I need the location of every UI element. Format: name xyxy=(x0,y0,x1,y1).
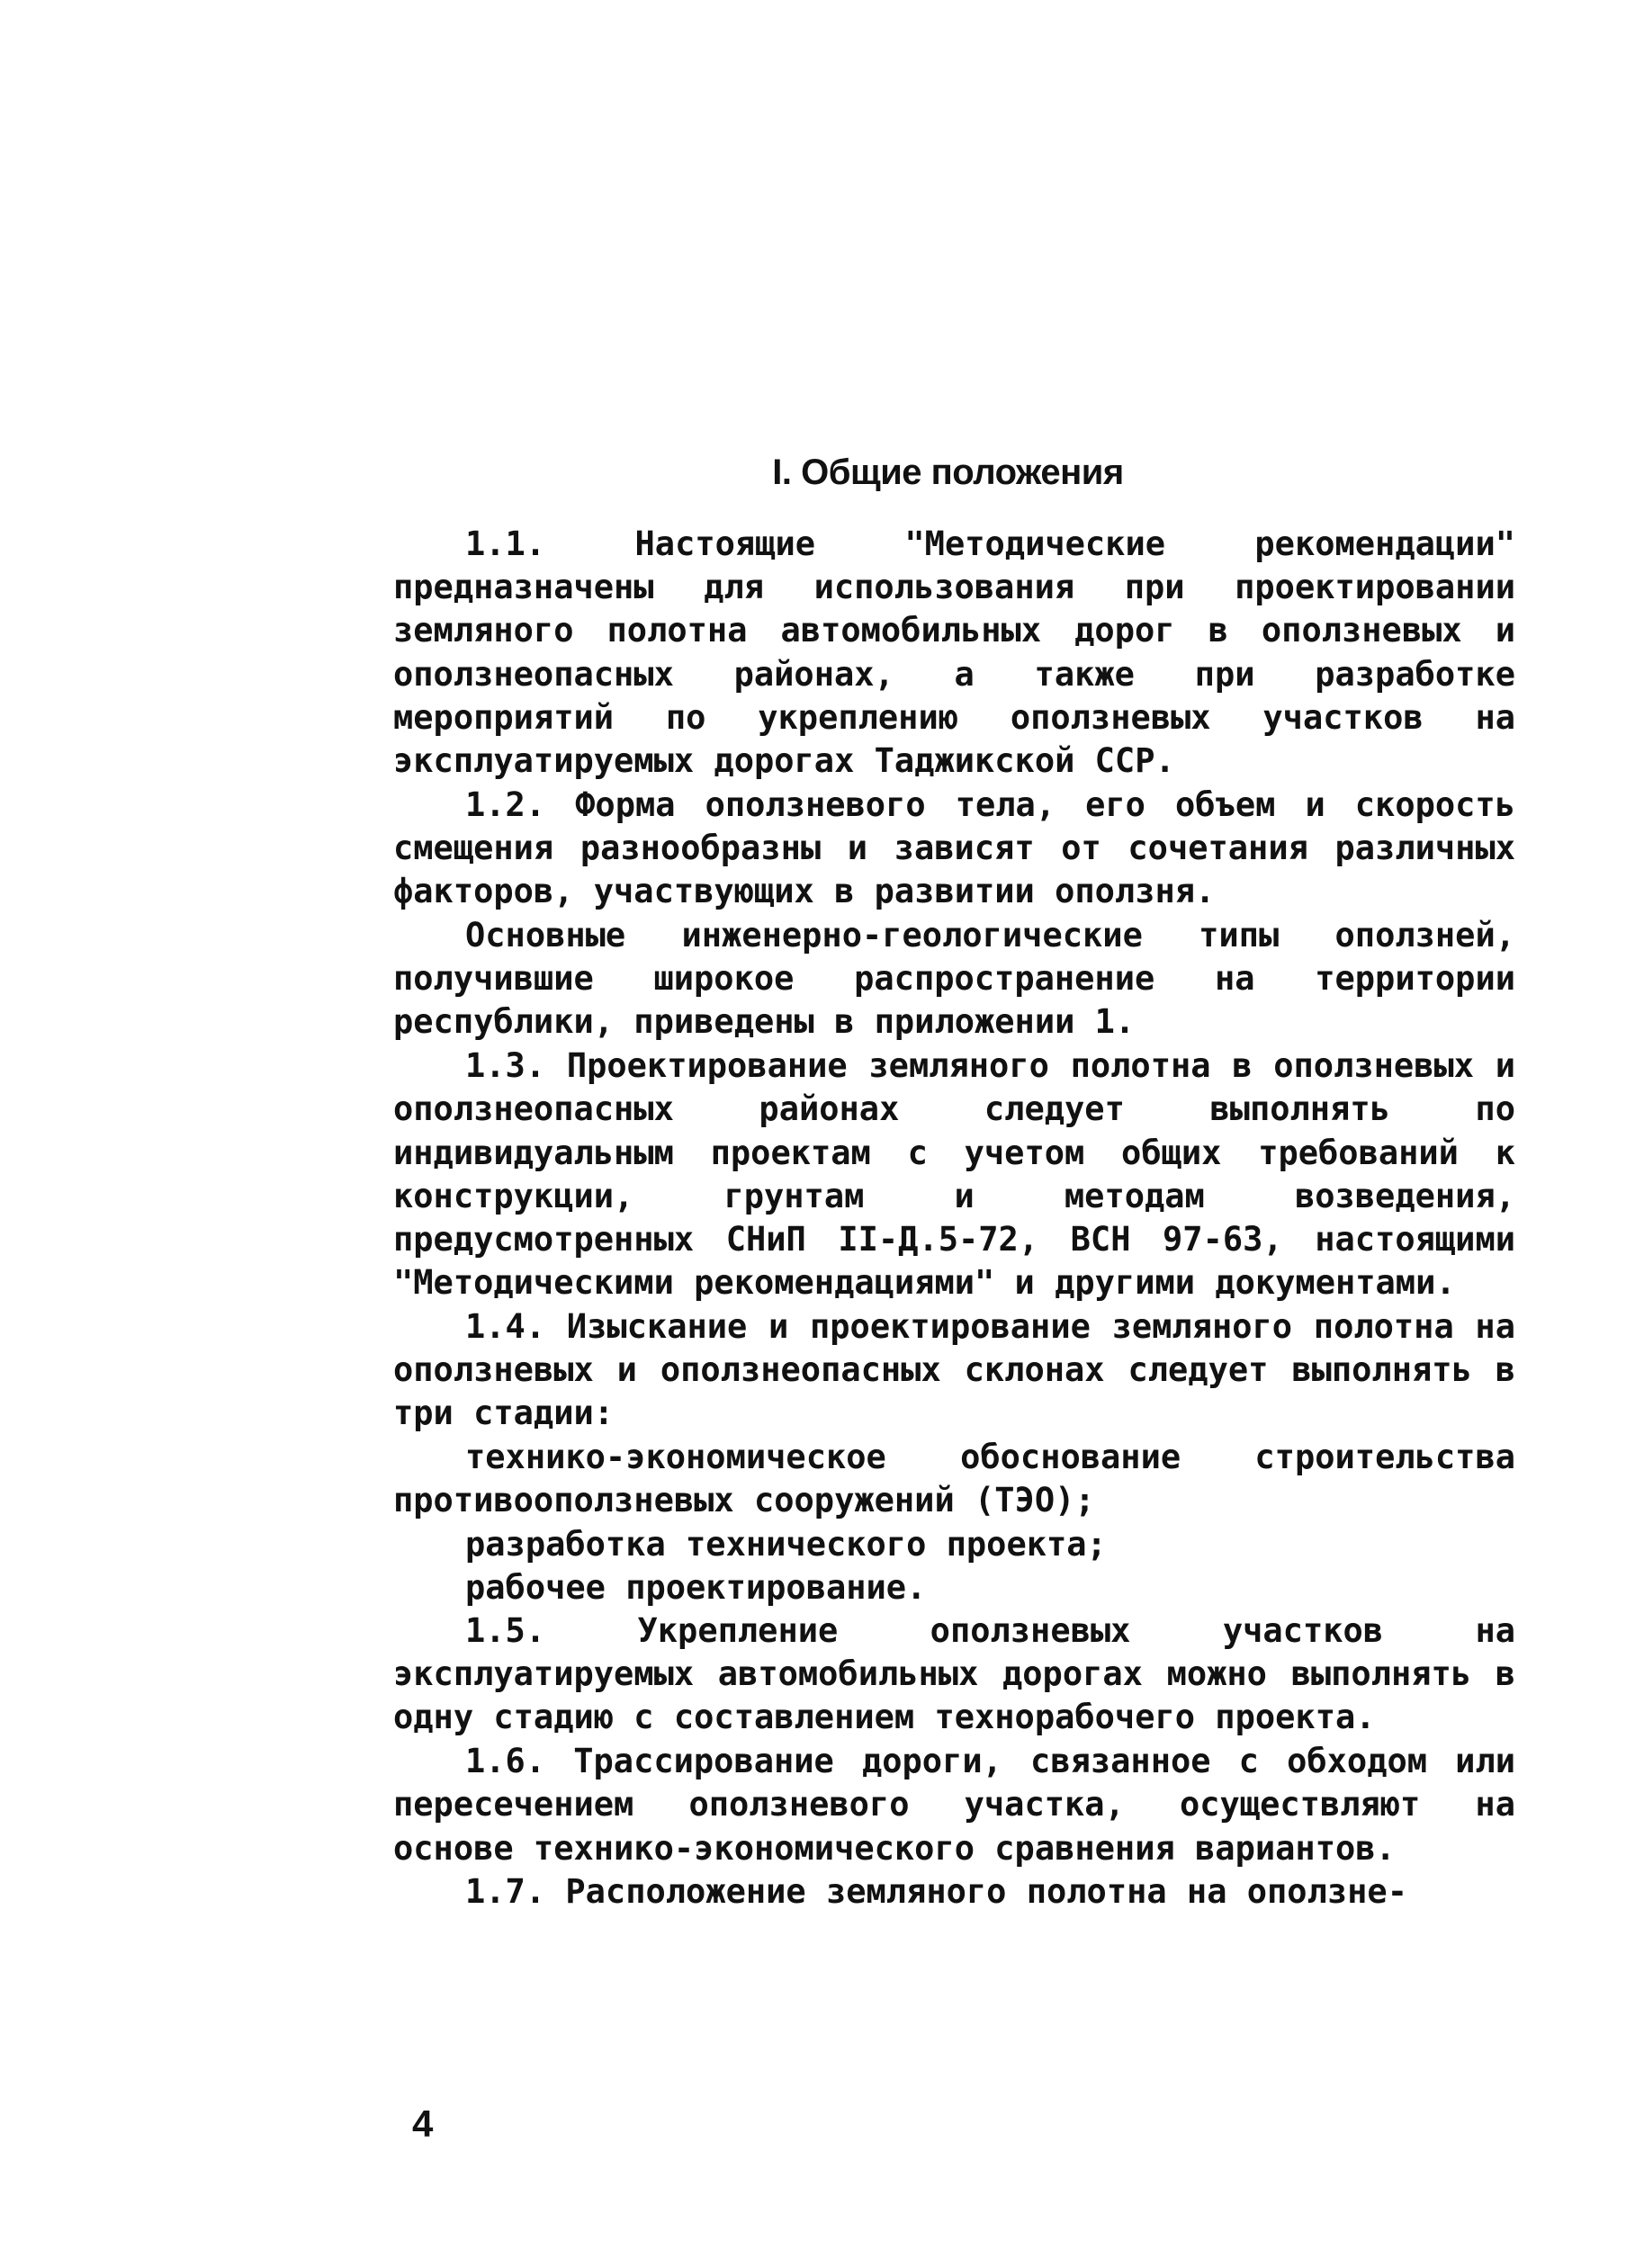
paragraph-1-7: 1.7. Расположение земляного полотна на оползне- xyxy=(465,1872,1407,1912)
stage-item-working-design: рабочее проектирование. xyxy=(465,1567,927,1607)
stage-item-technical-project: разработка технического проекта; xyxy=(465,1524,1107,1564)
paragraph-landslide-types: Основные инженерно-геологические типы оползней, получившие широкое распространение на территории республики, приведены в приложении 1. xyxy=(393,916,1515,1042)
paragraph-1-2: 1.2. Форма оползневого тела, его объем и скорость смещения разнообразны и зависят от сочетания различных факторов, участвующих в развитии оползня. xyxy=(393,784,1515,911)
section-heading: I. Общие положения xyxy=(772,453,1124,492)
paragraph-1-3: 1.3. Проектирование земляного полотна в оползневых и оползнеопасных районах следует выполнять по индивидуальным проектам с учетом общих требований к конструкции, грунтам и методам возведения, предусмотренных СНиП II-Д.5-72, ВСН 97-63, настоящими "Методическими рекомендациями" и другими документами. xyxy=(393,1046,1515,1303)
paragraph-1-6: 1.6. Трассирование дороги, связанное с обходом или пересечением оползневого участка, осуществляют на основе технико-экономического сравнения вариантов. xyxy=(393,1742,1515,1868)
paragraph-1-1: 1.1. Настоящие "Методические рекомендации" предназначены для использования при проектировании земляного полотна автомобильных дорог в оползневых и оползнеопасных районах, а также при разработке мероприятий по укреплению оползневых участков на эксплуатируемых дорогах Таджикской ССР. xyxy=(393,524,1515,781)
paragraph-1-4: 1.4. Изыскание и проектирование земляного полотна на оползневых и оползнеопасных склонах следует выполнять в три стадии: xyxy=(393,1307,1515,1433)
page-number: 4 xyxy=(412,2102,434,2145)
section-body xyxy=(393,523,1515,1914)
paragraph-1-5: 1.5. Укрепление оползневых участков на эксплуатируемых автомобильных дорогах можно выполнять в одну стадию с составлением технорабочего проекта. xyxy=(393,1611,1515,1737)
stage-item-teo: технико-экономическое обоснование строительства противооползневых сооружений (ТЭО); xyxy=(393,1438,1515,1520)
